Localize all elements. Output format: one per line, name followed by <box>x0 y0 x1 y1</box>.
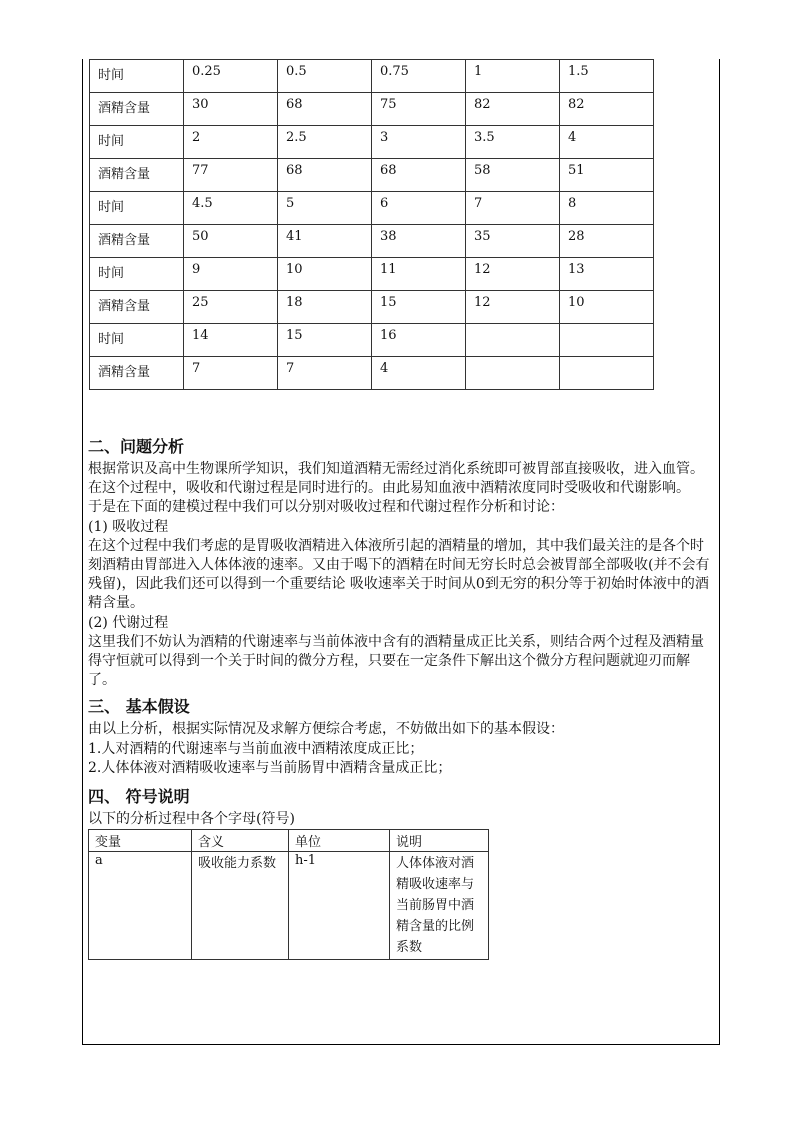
row-value: 77 <box>184 159 278 192</box>
row-label: 时间 <box>90 60 184 93</box>
row-value: 41 <box>278 225 372 258</box>
row-label: 酒精含量 <box>90 291 184 324</box>
row-label: 时间 <box>90 324 184 357</box>
row-label: 时间 <box>90 258 184 291</box>
row-value: 0.75 <box>372 60 466 93</box>
absorption-subtitle: (1) 吸收过程 <box>88 518 169 535</box>
symbol-description: 人体体液对酒精吸收速率与当前肠胃中酒精含量的比例系数 <box>390 852 489 960</box>
symbol-meaning: 吸收能力系数 <box>192 852 289 960</box>
section-heading-assumptions: 三、 基本假设 <box>88 697 190 717</box>
row-value: 15 <box>278 324 372 357</box>
data-table-row <box>90 192 654 225</box>
document-body <box>88 434 714 960</box>
row-value: 3.5 <box>466 126 560 159</box>
assumptions-intro: 由以上分析，根据实际情况及求解方便综合考虑，不妨做出如下的基本假设： <box>88 721 564 738</box>
assumption-2: 2.人体体液对酒精吸收速率与当前肠胃中酒精含量成正比； <box>88 759 452 776</box>
row-label: 酒精含量 <box>90 159 184 192</box>
row-value: 68 <box>372 159 466 192</box>
row-value: 7 <box>184 357 278 390</box>
metabolism-subtitle: (2) 代谢过程 <box>88 614 169 631</box>
section-heading-analysis: 二、问题分析 <box>88 437 185 456</box>
data-table-row <box>90 357 654 390</box>
row-value: 9 <box>184 258 278 291</box>
data-table-row <box>90 324 654 357</box>
symbols-intro: 以下的分析过程中各个字母(符号) <box>88 811 295 828</box>
row-label: 酒精含量 <box>90 357 184 390</box>
row-value: 4 <box>372 357 466 390</box>
row-value: 2 <box>184 126 278 159</box>
row-value: 4 <box>560 126 654 159</box>
row-value: 30 <box>184 93 278 126</box>
row-value: 82 <box>560 93 654 126</box>
row-value: 5 <box>278 192 372 225</box>
row-value: 58 <box>466 159 560 192</box>
row-value: 4.5 <box>184 192 278 225</box>
row-value: 1 <box>466 60 560 93</box>
analysis-paragraph-1: 根据常识及高中生物课所学知识，我们知道酒精无需经过消化系统即可被胃部直接吸收，进入血管。在这个过程中，吸收和代谢过程是同时进行的。由此易知血液中酒精浓度同时受吸收和代谢影响。 <box>88 461 704 497</box>
row-value: 15 <box>372 291 466 324</box>
header-variable: 变量 <box>89 830 192 852</box>
data-table-row <box>90 93 654 126</box>
analysis-paragraph-2: 于是在下面的建模过程中我们可以分别对吸收过程和代谢过程作分析和讨论： <box>88 499 564 516</box>
absorption-text: 在这个过程中我们考虑的是胃吸收酒精进入体液所引起的酒精量的增加，其中我们最关注的是各个时刻酒精由胃部进入人体体液的速率。又由于喝下的酒精在时间无穷长时总会被胃部全部吸收(并不会有残留)，因此我们还可以得到一个重要结论 吸收速率关于时间从0到无穷的积分等于初始时体液中的酒精含量。 <box>88 537 710 612</box>
data-table-row <box>90 225 654 258</box>
symbol-unit: h-1 <box>289 852 390 960</box>
row-value: 2.5 <box>278 126 372 159</box>
row-value: 28 <box>560 225 654 258</box>
row-value: 16 <box>372 324 466 357</box>
data-table-row <box>90 159 654 192</box>
row-label: 时间 <box>90 192 184 225</box>
row-value: 3 <box>372 126 466 159</box>
row-value: 8 <box>560 192 654 225</box>
row-label: 酒精含量 <box>90 93 184 126</box>
row-value: 68 <box>278 93 372 126</box>
row-value: 11 <box>372 258 466 291</box>
row-value: 6 <box>372 192 466 225</box>
row-value: 12 <box>466 258 560 291</box>
row-value: 35 <box>466 225 560 258</box>
row-value: 18 <box>278 291 372 324</box>
symbol-variable: a <box>89 852 192 960</box>
assumption-1: 1.人对酒精的代谢速率与当前血液中酒精浓度成正比； <box>88 740 424 757</box>
row-value: 7 <box>278 357 372 390</box>
row-value: 10 <box>278 258 372 291</box>
metabolism-text: 这里我们不妨认为酒精的代谢速率与当前体液中含有的酒精量成正比关系，则结合两个过程及酒精量得守恒就可以得到一个关于时间的微分方程，只要在一定条件下解出这个微分方程问题就迎刃而解了。 <box>88 633 704 689</box>
row-value: 50 <box>184 225 278 258</box>
row-value: 38 <box>372 225 466 258</box>
row-value: 12 <box>466 291 560 324</box>
header-description: 说明 <box>390 830 489 852</box>
symbol-table-header <box>89 830 489 852</box>
data-table-row <box>90 126 654 159</box>
data-table-row <box>90 258 654 291</box>
header-meaning: 含义 <box>192 830 289 852</box>
row-value: 7 <box>466 192 560 225</box>
row-value: 14 <box>184 324 278 357</box>
alcohol-data-table <box>89 59 654 390</box>
row-value: 0.25 <box>184 60 278 93</box>
row-value: 0.5 <box>278 60 372 93</box>
row-value <box>560 324 654 357</box>
row-value: 25 <box>184 291 278 324</box>
row-value: 82 <box>466 93 560 126</box>
row-value: 68 <box>278 159 372 192</box>
row-value <box>560 357 654 390</box>
section-heading-symbols: 四、 符号说明 <box>88 787 190 807</box>
row-value: 51 <box>560 159 654 192</box>
row-label: 酒精含量 <box>90 225 184 258</box>
row-value: 13 <box>560 258 654 291</box>
data-table-row <box>90 60 654 93</box>
symbol-row <box>89 852 489 960</box>
row-value <box>466 324 560 357</box>
data-table-row <box>90 291 654 324</box>
header-unit: 单位 <box>289 830 390 852</box>
symbol-table <box>88 829 489 960</box>
row-value: 75 <box>372 93 466 126</box>
row-label: 时间 <box>90 126 184 159</box>
row-value: 1.5 <box>560 60 654 93</box>
row-value: 10 <box>560 291 654 324</box>
row-value <box>466 357 560 390</box>
